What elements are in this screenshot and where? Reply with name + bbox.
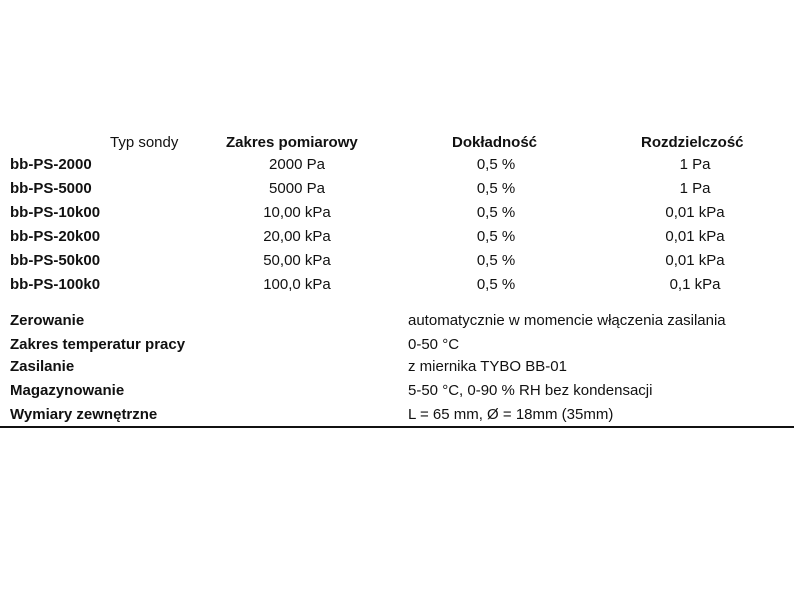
probe-resolution: 1 Pa <box>679 156 711 173</box>
probe-name: bb-PS-2000 <box>10 156 92 173</box>
probe-range: 2000 Pa <box>269 156 325 173</box>
header-measurement-range: Zakres pomiarowy <box>226 134 358 151</box>
table-row <box>0 250 800 272</box>
spec-row <box>0 310 800 332</box>
spec-row <box>0 334 800 356</box>
probe-range: 5000 Pa <box>269 180 325 197</box>
table-row <box>0 202 800 224</box>
probe-range: 20,00 kPa <box>263 228 331 245</box>
spec-label: Zerowanie <box>10 312 85 329</box>
probe-resolution: 0,01 kPa <box>665 252 725 269</box>
spec-label: Wymiary zewnętrzne <box>10 406 158 423</box>
spec-value: 5-50 °C, 0-90 % RH bez kondensacji <box>408 382 653 399</box>
probe-name: bb-PS-20k00 <box>10 228 101 245</box>
header-resolution: Rozdzielczość <box>641 134 744 151</box>
probe-resolution: 1 Pa <box>679 180 711 197</box>
table-header-row <box>0 134 800 152</box>
spec-row <box>0 380 800 402</box>
spec-row <box>0 356 800 378</box>
spec-label: Zakres temperatur pracy <box>10 336 186 353</box>
probe-resolution: 0,01 kPa <box>665 204 725 221</box>
probe-range: 10,00 kPa <box>263 204 331 221</box>
spec-value: L = 65 mm, Ø = 18mm (35mm) <box>408 406 614 423</box>
probe-accuracy: 0,5 % <box>476 276 516 293</box>
probe-range: 50,00 kPa <box>263 252 331 269</box>
probe-resolution: 0,1 kPa <box>669 276 721 293</box>
probe-name: bb-PS-10k00 <box>10 204 101 221</box>
probe-accuracy: 0,5 % <box>476 252 516 269</box>
table-row <box>0 154 800 176</box>
probe-name: bb-PS-5000 <box>10 180 92 197</box>
probe-range: 100,0 kPa <box>263 276 331 293</box>
table-row <box>0 274 800 296</box>
spec-label: Magazynowanie <box>10 382 125 399</box>
table-row <box>0 226 800 248</box>
header-probe-type: Typ sondy <box>110 134 179 151</box>
probe-accuracy: 0,5 % <box>476 228 516 245</box>
spec-label: Zasilanie <box>10 358 75 375</box>
header-accuracy: Dokładność <box>452 134 538 151</box>
probe-accuracy: 0,5 % <box>476 156 516 173</box>
probe-accuracy: 0,5 % <box>476 204 516 221</box>
bottom-divider <box>0 426 794 428</box>
spec-value: z miernika TYBO BB-01 <box>408 358 567 375</box>
table-row <box>0 178 800 200</box>
spec-value: 0-50 °C <box>408 336 460 353</box>
spec-row <box>0 404 800 426</box>
probe-resolution: 0,01 kPa <box>665 228 725 245</box>
probe-accuracy: 0,5 % <box>476 180 516 197</box>
spec-value: automatycznie w momencie włączenia zasilania <box>408 312 726 329</box>
probe-name: bb-PS-50k00 <box>10 252 101 269</box>
probe-name: bb-PS-100k0 <box>10 276 101 293</box>
